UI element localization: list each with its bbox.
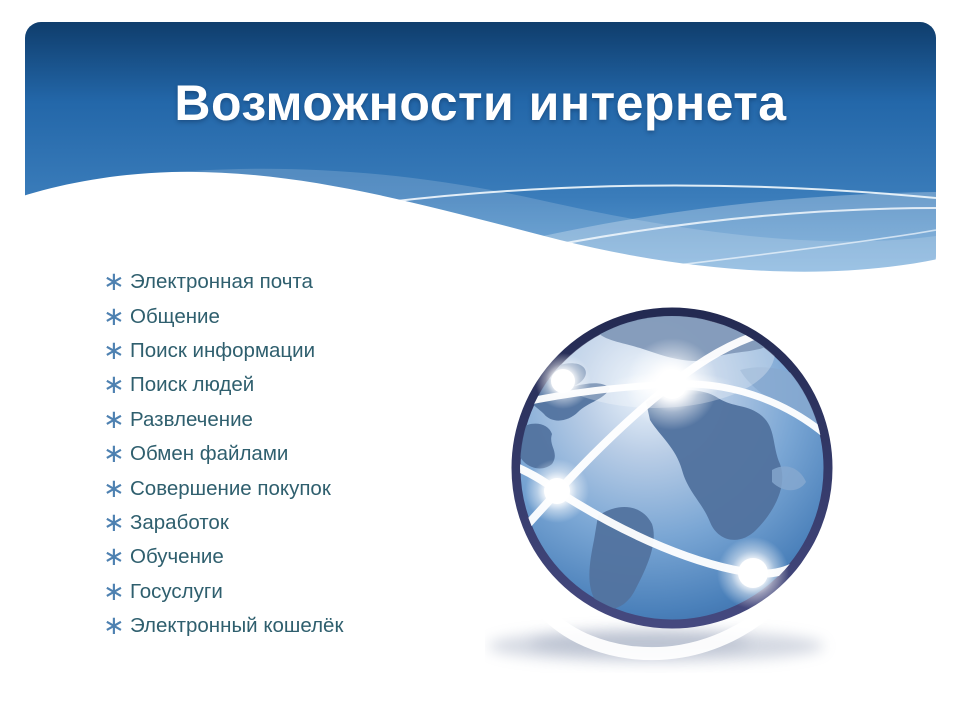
list-item xyxy=(90,299,343,333)
list-item xyxy=(90,437,343,471)
globe-icon xyxy=(485,288,855,673)
list-item xyxy=(90,368,343,402)
list-item-label: Поиск людей xyxy=(130,373,255,397)
network-node xyxy=(551,369,575,393)
network-node xyxy=(544,478,570,504)
list-item xyxy=(90,575,343,609)
list-item xyxy=(90,265,343,299)
list-item xyxy=(90,403,343,437)
asterisk-bullet-icon: ∗ xyxy=(103,507,125,538)
list-item-label: Обучение xyxy=(130,545,224,569)
network-node xyxy=(657,369,687,399)
asterisk-bullet-icon: ∗ xyxy=(103,404,125,435)
list-item-label: Обмен файлами xyxy=(130,442,289,466)
asterisk-bullet-icon: ∗ xyxy=(103,576,125,607)
network-node xyxy=(738,558,768,588)
list-item xyxy=(90,506,343,540)
list-item xyxy=(90,540,343,574)
list-item-label: Заработок xyxy=(130,510,229,534)
list-item xyxy=(90,471,343,505)
list-item-label: Развлечение xyxy=(130,407,253,431)
list-item xyxy=(90,334,343,368)
list-item-label: Госуслуги xyxy=(130,579,223,603)
slide-title: Возможности интернета xyxy=(174,75,787,131)
list-item-label: Совершение покупок xyxy=(130,476,331,500)
asterisk-bullet-icon: ∗ xyxy=(103,473,125,504)
asterisk-bullet-icon: ∗ xyxy=(103,542,125,573)
asterisk-bullet-icon: ∗ xyxy=(103,439,125,470)
list-item-label: Общение xyxy=(130,304,220,328)
content-list xyxy=(90,265,343,643)
asterisk-bullet-icon: ∗ xyxy=(103,611,125,642)
asterisk-bullet-icon: ∗ xyxy=(103,301,125,332)
list-item-label: Поиск информации xyxy=(130,338,316,362)
list-item-label: Электронная почта xyxy=(130,270,313,294)
asterisk-bullet-icon: ∗ xyxy=(103,267,125,298)
list-item xyxy=(90,609,343,643)
asterisk-bullet-icon: ∗ xyxy=(103,370,125,401)
asterisk-bullet-icon: ∗ xyxy=(103,335,125,366)
list-item-label: Электронный кошелёк xyxy=(130,614,344,638)
